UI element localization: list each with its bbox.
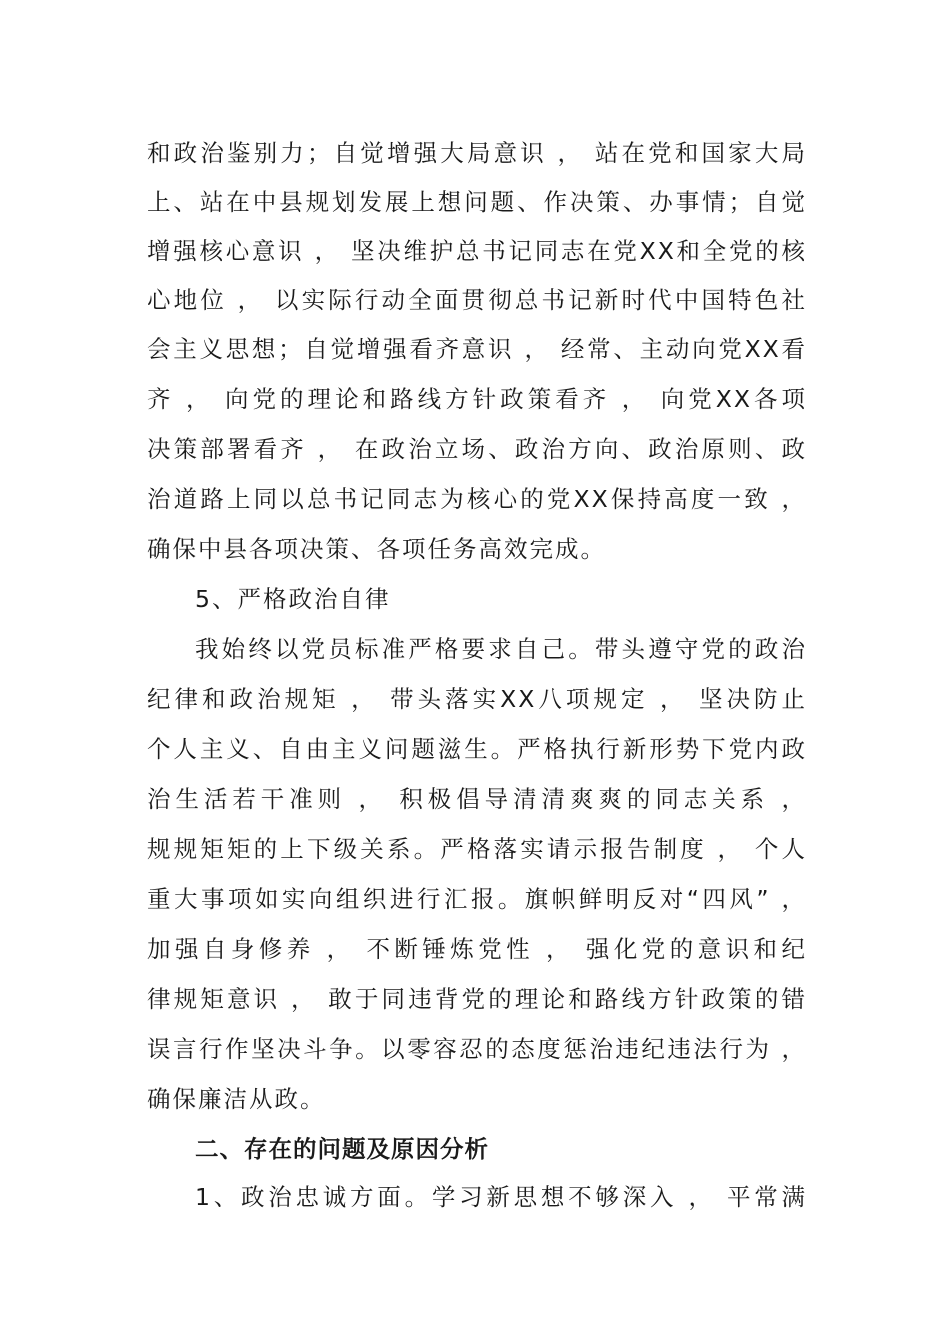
paragraph-line: 律规矩意识 ， 敢于同违背党的理论和路线方针政策的错	[147, 985, 807, 1013]
paragraph-line: 上、站在中县规划发展上想问题、作决策、办事情；自觉	[147, 188, 807, 216]
paragraph-line: 治生活若干准则 ， 积极倡导清清爽爽的同志关系 ，	[147, 785, 807, 813]
paragraph-line: 和政治鉴别力；自觉增强大局意识 ， 站在党和国家大局	[147, 139, 807, 167]
paragraph-line: 加强自身修养 ， 不断锤炼党性 ， 强化党的意识和纪	[147, 935, 807, 963]
paragraph-line: 治道路上同以总书记同志为核心的党XX保持高度一致 ，	[147, 485, 807, 513]
paragraph-line: 齐 ， 向党的理论和路线方针政策看齐 ， 向党XX各项	[147, 385, 807, 413]
paragraph-line: 决策部署看齐 ， 在政治立场、政治方向、政治原则、政	[147, 435, 807, 463]
paragraph-line: 会主义思想；自觉增强看齐意识 ， 经常、主动向党XX看	[147, 335, 807, 363]
paragraph-line: 确保中县各项决策、各项任务高效完成。	[147, 535, 606, 563]
paragraph-line: 纪律和政治规矩 ， 带头落实XX八项规定 ， 坚决防止	[147, 685, 807, 713]
paragraph-line: 1、政治忠诚方面。学习新思想不够深入 ， 平常满	[195, 1183, 807, 1211]
paragraph-line: 增强核心意识 ， 坚决维护总书记同志在党XX和全党的核	[147, 237, 807, 265]
paragraph-line: 误言行作坚决斗争。以零容忍的态度惩治违纪违法行为 ，	[147, 1035, 807, 1063]
paragraph-line: 我始终以党员标准严格要求自己。带头遵守党的政治	[195, 635, 807, 663]
section-heading: 二、存在的问题及原因分析	[195, 1135, 489, 1163]
section-subheading: 5、严格政治自律	[195, 585, 391, 613]
paragraph-line: 心地位 ， 以实际行动全面贯彻总书记新时代中国特色社	[147, 286, 807, 314]
paragraph-line: 重大事项如实向组织进行汇报。旗帜鲜明反对“四风” ，	[147, 885, 807, 913]
paragraph-line: 个人主义、自由主义问题滋生。严格执行新形势下党内政	[147, 735, 807, 763]
paragraph-line: 确保廉洁从政。	[147, 1085, 326, 1113]
paragraph-line: 规规矩矩的上下级关系。严格落实请示报告制度 ， 个人	[147, 835, 807, 863]
